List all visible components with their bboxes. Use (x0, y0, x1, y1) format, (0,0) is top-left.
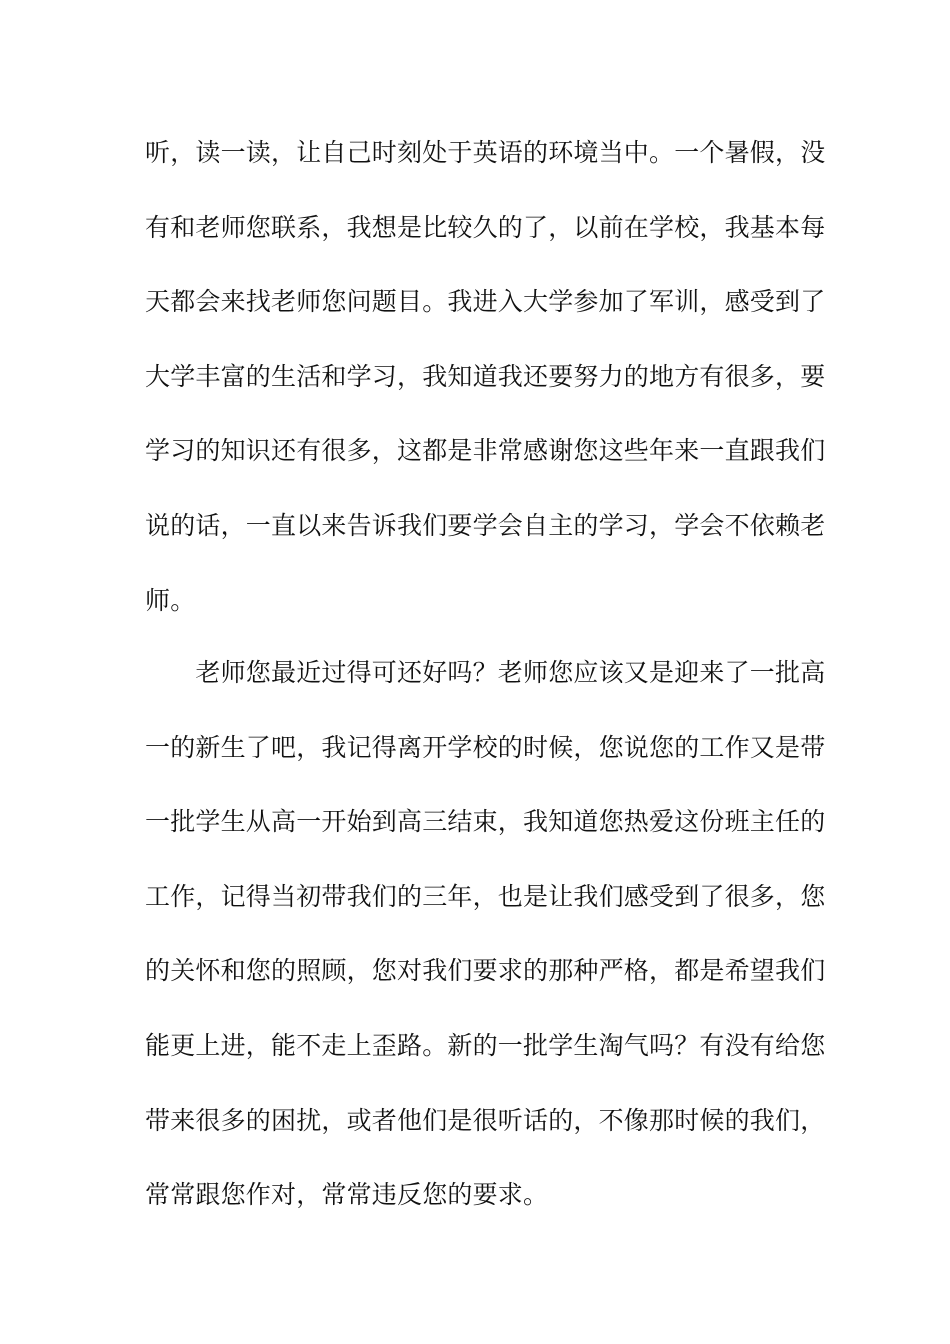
paragraph-line: 学习的知识还有很多，这都是非常感谢您这些年来一直跟我们 (145, 436, 826, 466)
paragraph-line: 常常跟您作对，常常违反您的要求。 (145, 1180, 549, 1210)
paragraph-line: 一批学生从高一开始到高三结束，我知道您热爱这份班主任的 (145, 807, 826, 837)
paragraph-1 (145, 116, 826, 638)
paragraph-line: 的关怀和您的照顾，您对我们要求的那种严格，都是希望我们 (145, 956, 826, 986)
paragraph-line: 带来很多的困扰，或者他们是很听话的，不像那时候的我们， (145, 1105, 826, 1135)
paragraph-line: 说的话，一直以来告诉我们要学会自主的学习，学会不依赖老 (145, 510, 826, 540)
paragraph-line: 工作，记得当初带我们的三年，也是让我们感受到了很多，您 (145, 881, 826, 911)
paragraph-line: 听，读一读，让自己时刻处于英语的环境当中。一个暑假，没 (145, 138, 826, 167)
paragraph-line: 能更上进，能不走上歪路。新的一批学生淘气吗？有没有给您 (145, 1030, 826, 1060)
paragraph-line: 有和老师您联系，我想是比较久的了，以前在学校，我基本每 (145, 212, 826, 242)
paragraph-line: 一的新生了吧，我记得离开学校的时候，您说您的工作又是带 (145, 732, 826, 762)
paragraph-line: 天都会来找老师您问题目。我进入大学参加了军训，感受到了 (145, 287, 826, 317)
paragraph-2 (145, 636, 826, 1233)
paragraph-line: 老师您最近过得可还好吗？老师您应该又是迎来了一批高 (145, 658, 826, 687)
paragraph-line: 师。 (145, 585, 196, 615)
paragraph-line: 大学丰富的生活和学习，我知道我还要努力的地方有很多，要 (145, 361, 826, 391)
